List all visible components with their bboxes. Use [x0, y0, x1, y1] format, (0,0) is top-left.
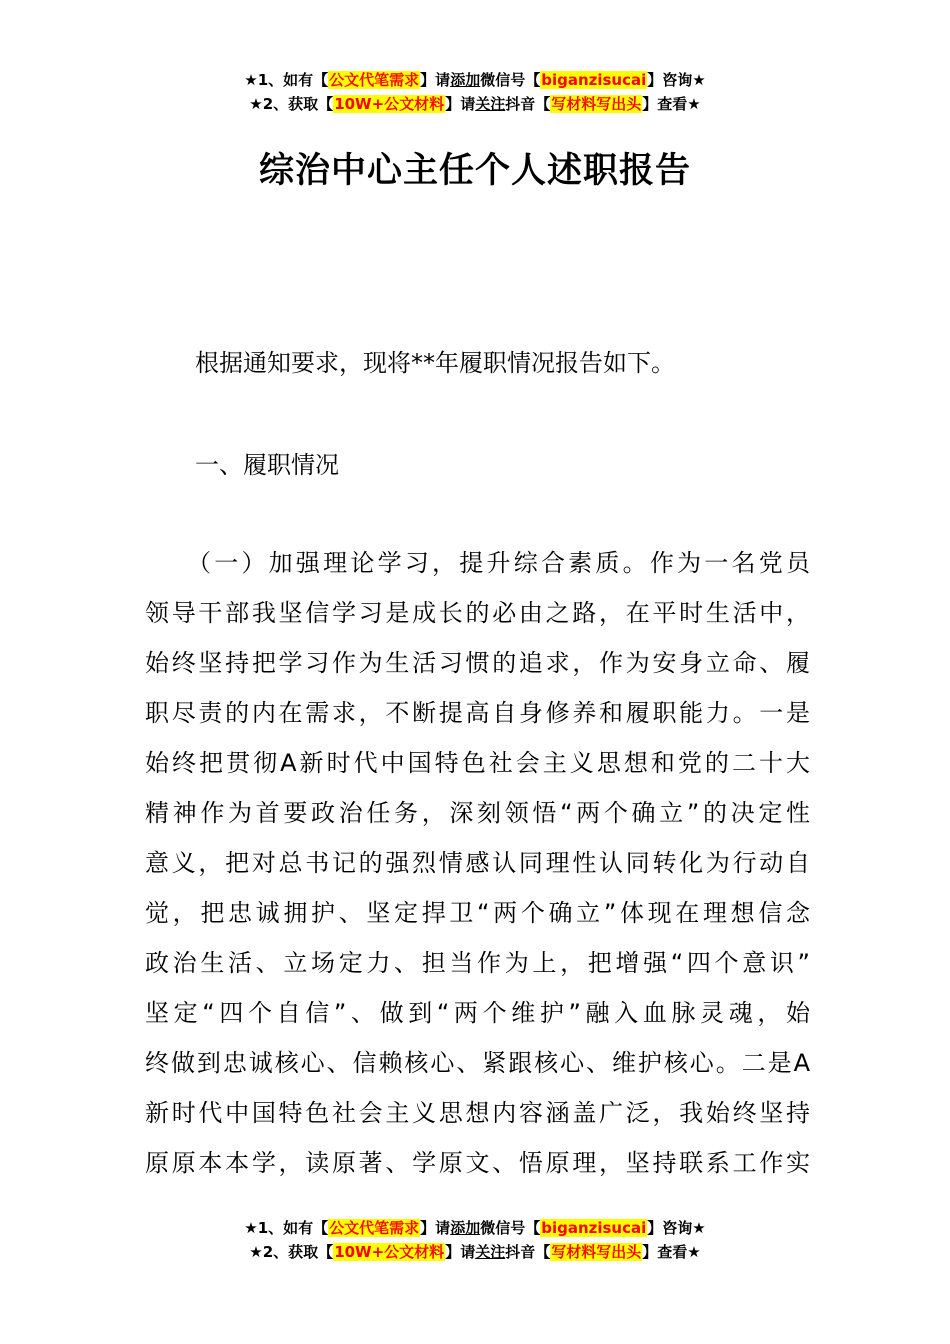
promo-line-1 [0, 68, 950, 92]
body-line: 觉，把忠诚拥护、坚定捍卫“两个确立”体现在理想信念 [145, 899, 810, 927]
document-title: 综治中心主任个人述职报告 [258, 151, 691, 191]
promo-text: 抖音【 [505, 1243, 551, 1261]
promo-text: 微信号【 [480, 1219, 541, 1237]
promo-highlight: 写材料写出头 [551, 95, 642, 113]
promo-text: 】请 [445, 1243, 476, 1261]
body-line: 始终坚持把学习作为生活习惯的追求，作为安身立命、履 [145, 649, 810, 677]
body-line: 坚定“四个自信”、做到“两个维护”融入血脉灵魂，始 [145, 999, 810, 1027]
promo-text: ★1、如有【 [244, 71, 329, 89]
promo-highlight: biganzisucai [541, 1219, 647, 1237]
promo-underlined: 关注 [475, 95, 506, 113]
body-line: 原原本本学，读原著、学原文、悟原理，坚持联系工作实 [145, 1149, 810, 1177]
body-paragraph [145, 538, 810, 1188]
promo-line-2 [0, 92, 950, 116]
promo-text: 】请 [445, 95, 476, 113]
section-heading: 一、履职情况 [195, 451, 339, 479]
promo-highlight: 10W+公文材料 [334, 95, 445, 113]
promo-highlight: biganzisucai [541, 71, 647, 89]
promo-text: 抖音【 [505, 95, 551, 113]
promo-text: 】请 [420, 71, 451, 89]
promo-line-1 [0, 1216, 950, 1240]
promo-text: 】查看★ [642, 95, 701, 113]
body-line: 始终把贯彻A新时代中国特色社会主义思想和党的二十大 [145, 749, 810, 777]
body-line: 领导干部我坚信学习是成长的必由之路，在平时生活中， [145, 599, 810, 627]
promo-highlight: 公文代笔需求 [329, 1219, 420, 1237]
body-line: 政治生活、立场定力、担当作为上，把增强“四个意识” [145, 949, 810, 977]
footer-promo-banner [0, 1216, 950, 1264]
promo-underlined: 添加 [450, 1219, 481, 1237]
promo-underlined: 关注 [475, 1243, 506, 1261]
intro-paragraph: 根据通知要求，现将**年履职情况报告如下。 [195, 349, 675, 377]
promo-text: 】咨询★ [647, 71, 706, 89]
promo-text: 】咨询★ [647, 1219, 706, 1237]
header-promo-banner [0, 68, 950, 116]
body-line: 精神作为首要政治任务，深刻领悟“两个确立”的决定性 [145, 799, 810, 827]
promo-text: ★1、如有【 [244, 1219, 329, 1237]
promo-text: 】请 [420, 1219, 451, 1237]
promo-highlight: 写材料写出头 [551, 1243, 642, 1261]
body-line: 职尽责的内在需求，不断提高自身修养和履职能力。一是 [145, 699, 810, 727]
promo-highlight: 公文代笔需求 [329, 71, 420, 89]
promo-text: ★2、获取【 [249, 1243, 334, 1261]
promo-highlight: 10W+公文材料 [334, 1243, 445, 1261]
body-line: 新时代中国特色社会主义思想内容涵盖广泛，我始终坚持 [145, 1099, 810, 1127]
promo-text: 】查看★ [642, 1243, 701, 1261]
promo-underlined: 添加 [450, 71, 481, 89]
promo-text: ★2、获取【 [249, 95, 334, 113]
promo-text: 微信号【 [480, 71, 541, 89]
body-line: （一）加强理论学习，提升综合素质。作为一名党员 [187, 549, 810, 577]
body-line: 意义，把对总书记的强烈情感认同理性认同转化为行动自 [145, 849, 810, 877]
body-line: 终做到忠诚核心、信赖核心、紧跟核心、维护核心。二是A [145, 1049, 810, 1077]
promo-line-2 [0, 1240, 950, 1264]
